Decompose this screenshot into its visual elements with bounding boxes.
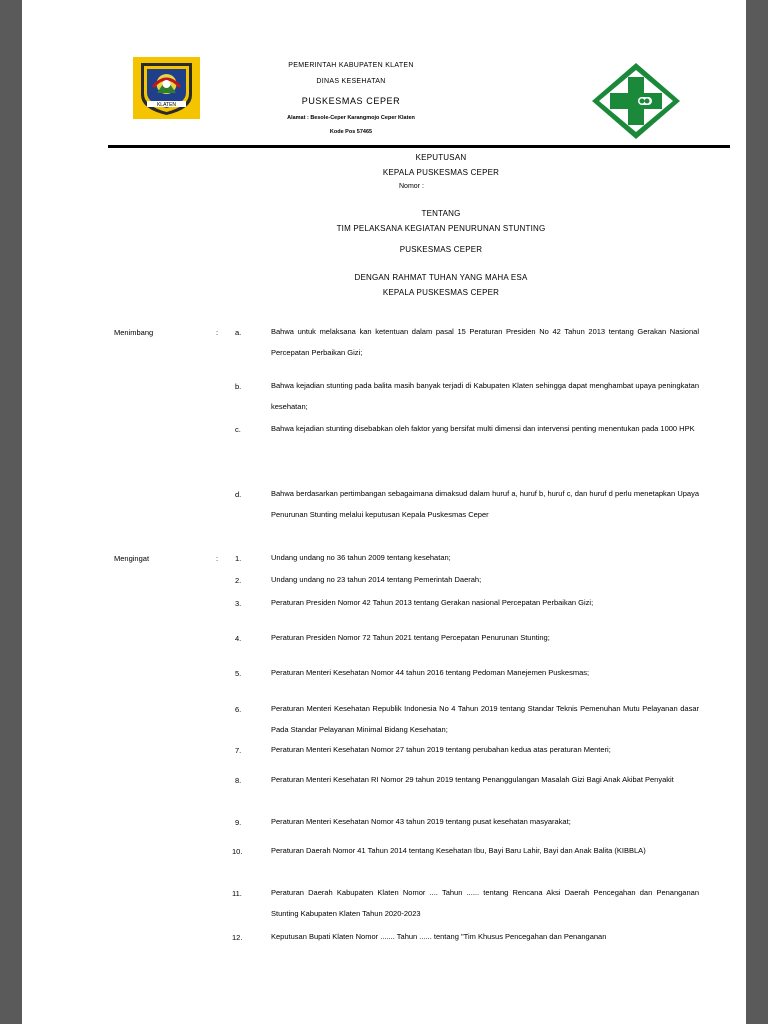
menimbang-text: Bahwa untuk melaksana kan ketentuan dalam pasal 15 Peraturan Presiden No 42 Tahun 2013 tentang Gerakan Nasional Percepatan Perbaikan Gizi; — [271, 327, 699, 357]
menimbang-num: b. — [235, 382, 242, 391]
menimbang-num: c. — [235, 425, 241, 434]
title-kepala: KEPALA PUSKESMAS CEPER — [382, 168, 500, 177]
menimbang-colon: : — [216, 328, 219, 337]
logo-caption: KLATEN — [156, 102, 177, 108]
mengingat-num: 10. — [232, 847, 243, 856]
mengingat-text: Undang undang no 36 tahun 2009 tentang kesehatan; — [271, 553, 451, 562]
mengingat-text: Peraturan Daerah Kabupaten Klaten Nomor .... Tahun ...... tentang Rencana Aksi Daerah Pencegahan dan Penanganan Stunting Kabupaten Klaten Tahun 2020-2023 — [271, 888, 699, 918]
mengingat-text: Peraturan Daerah Nomor 41 Tahun 2014 tentang Kesehatan Ibu, Bayi Baru Lahir, Bayi dan Anak Balita (KIBBLA) — [271, 846, 646, 855]
mengingat-text: Undang undang no 23 tahun 2014 tentang Pemerintah Daerah; — [271, 575, 482, 584]
title-rahmat: DENGAN RAHMAT TUHAN YANG MAHA ESA — [354, 273, 528, 282]
header-government: PEMERINTAH KABUPATEN KLATEN — [288, 62, 414, 69]
mengingat-text: Peraturan Menteri Kesehatan Nomor 44 tahun 2016 tentang Pedoman Manejemen Puskesmas; — [271, 668, 590, 677]
header-department: DINAS KESEHATAN — [316, 78, 386, 85]
menimbang-text: Bahwa berdasarkan pertimbangan sebagaimana dimaksud dalam huruf a, huruf b, huruf c, dan huruf d perlu menetapkan Upaya Penurunan Stunting melalui keputusan Kepala Puskesmas Ceper — [271, 489, 699, 519]
mengingat-num: 1. — [235, 554, 242, 563]
document-page — [22, 0, 746, 1024]
header-address: Alamat : Besole-Ceper Karangmojo Ceper Klaten — [287, 115, 415, 121]
menimbang-text: Bahwa kejadian stunting disebabkan oleh faktor yang bersifat multi dimensi dan intervensi penting menentukan pada 1000 HPK — [271, 424, 695, 433]
mengingat-num: 7. — [235, 746, 242, 755]
mengingat-text: Peraturan Menteri Kesehatan Republik Indonesia No 4 Tahun 2019 tentang Standar Teknis Pemenuhan Mutu Pelayanan dasar Pada Standar Pelayanan Minimal Bidang Kesehatan; — [271, 704, 699, 734]
mengingat-text: Peraturan Presiden Nomor 42 Tahun 2013 tentang Gerakan nasional Percepatan Perbaikan Gizi; — [271, 598, 594, 607]
title-keputusan: KEPUTUSAN — [415, 153, 467, 162]
mengingat-num: 9. — [235, 818, 242, 827]
mengingat-num: 11. — [232, 889, 242, 898]
header-postal-code: Kode Pos 57465 — [329, 129, 373, 135]
mengingat-text: Keputusan Bupati Klaten Nomor ....... Tahun ...... tentang "Tim Khusus Pencegahan dan Penanganan — [271, 932, 607, 941]
header-puskesmas: PUSKESMAS CEPER — [301, 96, 401, 106]
title-kepala-2: KEPALA PUSKESMAS CEPER — [382, 288, 500, 297]
puskesmas-cross-logo — [590, 61, 682, 141]
mengingat-text: Peraturan Menteri Kesehatan RI Nomor 29 tahun 2019 tentang Penanggulangan Masalah Gizi Bagi Anak Akibat Penyakit — [271, 775, 674, 784]
title-place: PUSKESMAS CEPER — [399, 245, 483, 254]
title-subject: TIM PELAKSANA KEGIATAN PENURUNAN STUNTING — [336, 224, 546, 233]
menimbang-text: Bahwa kejadian stunting pada balita masih banyak terjadi di Kabupaten Klaten sehingga dapat menghambat upaya peningkatan kesehatan; — [271, 381, 699, 411]
menimbang-num: d. — [235, 490, 242, 499]
mengingat-num: 2. — [235, 576, 242, 585]
mengingat-num: 4. — [235, 634, 242, 643]
mengingat-num: 12. — [232, 933, 243, 942]
mengingat-num: 8. — [235, 776, 242, 785]
mengingat-label: Mengingat — [114, 554, 150, 563]
mengingat-text: Peraturan Presiden Nomor 72 Tahun 2021 tentang Percepatan Penurunan Stunting; — [271, 633, 550, 642]
mengingat-num: 5. — [235, 669, 242, 678]
mengingat-num: 3. — [235, 599, 242, 608]
title-tentang: TENTANG — [421, 209, 461, 218]
header-divider — [108, 145, 730, 148]
mengingat-num: 6. — [235, 705, 242, 714]
menimbang-num: a. — [235, 328, 242, 337]
mengingat-text: Peraturan Menteri Kesehatan Nomor 43 tahun 2019 tentang pusat kesehatan masyarakat; — [271, 817, 571, 826]
mengingat-text: Peraturan Menteri Kesehatan Nomor 27 tahun 2019 tentang perubahan kedua atas peraturan Menteri; — [271, 745, 611, 754]
menimbang-label: Menimbang — [114, 328, 154, 337]
title-nomor: Nomor : — [399, 183, 424, 190]
mengingat-colon: : — [216, 554, 219, 563]
